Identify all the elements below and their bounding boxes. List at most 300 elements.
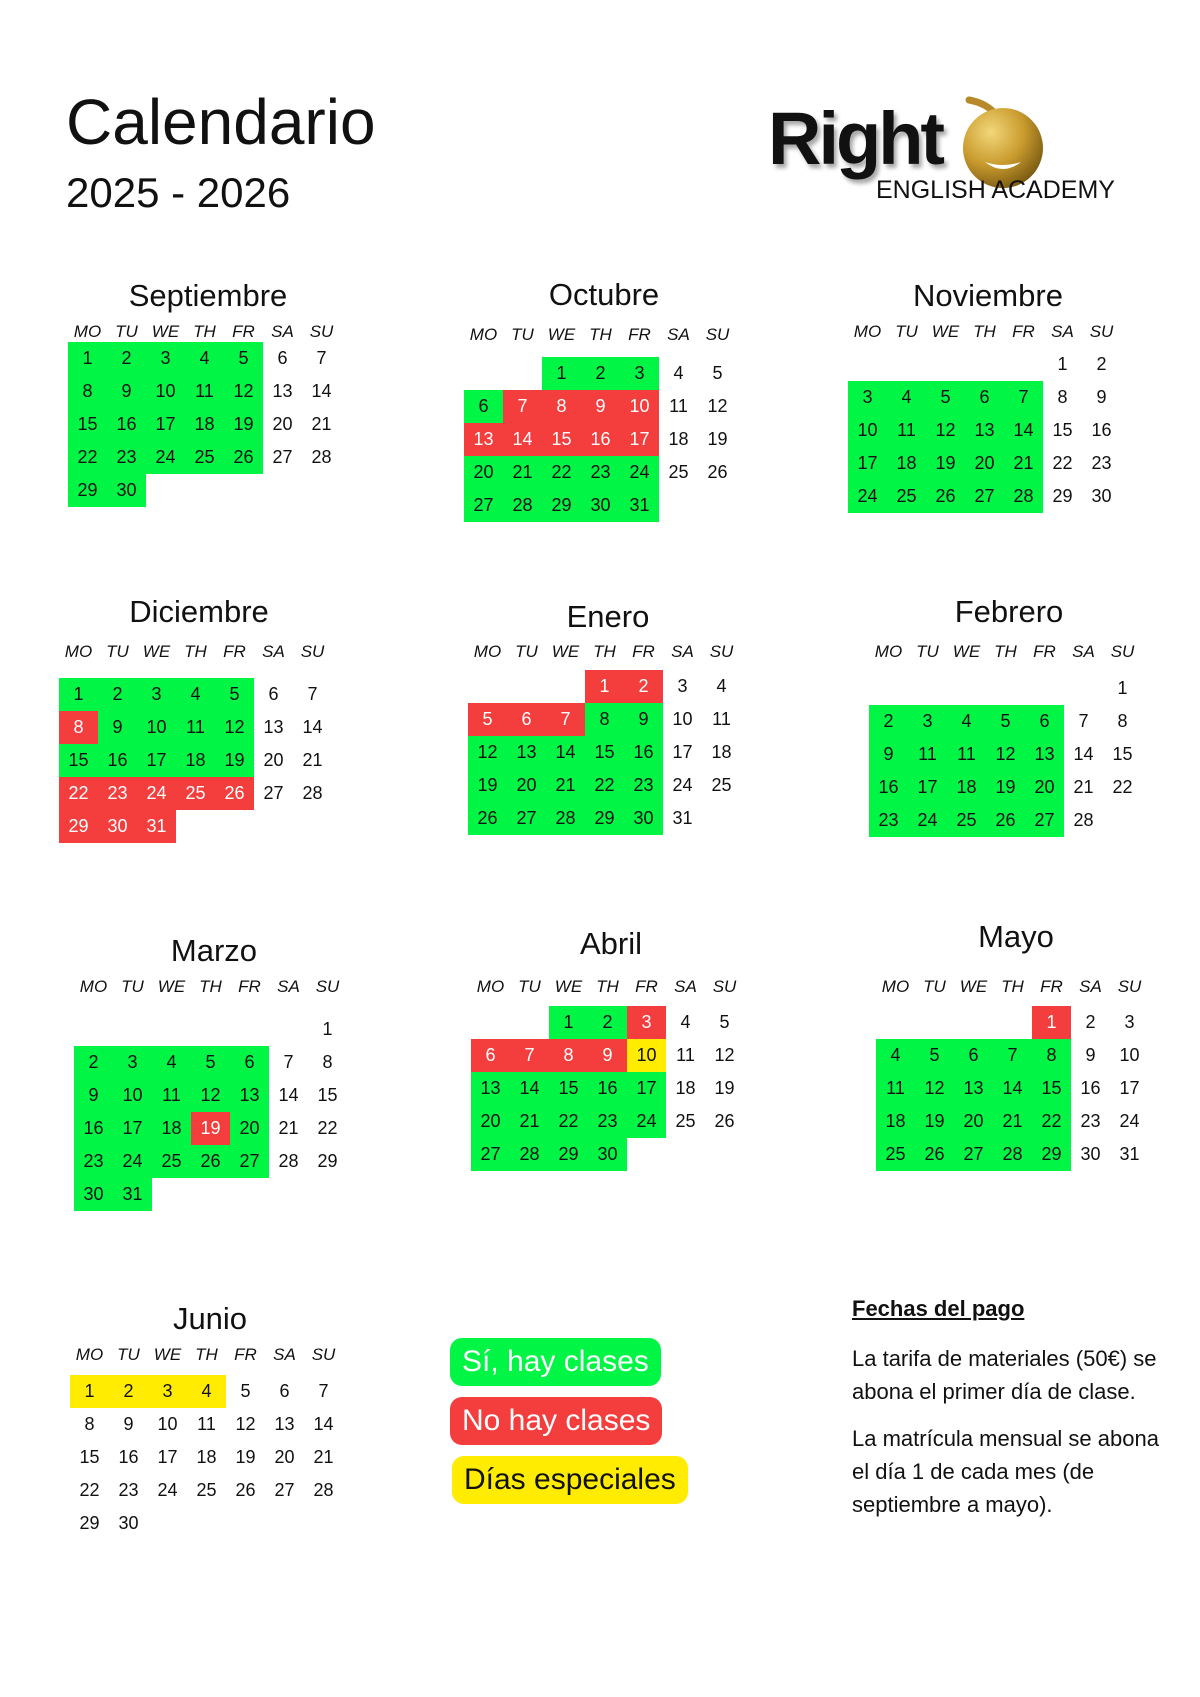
day-cell: 15: [59, 744, 98, 777]
day-cell: 1: [549, 1006, 588, 1039]
day-cell: 11: [887, 414, 926, 447]
day-cell: 31: [137, 810, 176, 843]
day-cell: 23: [588, 1105, 627, 1138]
day-cell: 10: [157, 1414, 178, 1434]
day-cell: 27: [965, 480, 1004, 513]
day-cell: 24: [908, 804, 947, 837]
day-cell: 24: [627, 1105, 666, 1138]
weekday-su: SU: [315, 977, 340, 996]
day-cell: 12: [191, 1079, 230, 1112]
day-cell: 24: [848, 480, 887, 513]
day-cell: 15: [1052, 420, 1073, 440]
day-cell: 1: [585, 670, 624, 703]
day-cell: 18: [947, 771, 986, 804]
day-cell: 18: [176, 744, 215, 777]
day-cell: 22: [1032, 1105, 1071, 1138]
day-cell: 1: [59, 678, 98, 711]
day-cell: 19: [215, 744, 254, 777]
day-cell: 5: [215, 678, 254, 711]
day-cell: 12: [714, 1045, 735, 1065]
weekday-th: TH: [193, 322, 216, 341]
day-cell: 6: [471, 1039, 510, 1072]
day-cell: 30: [107, 474, 146, 507]
day-cell: 19: [915, 1105, 954, 1138]
day-cell: 26: [191, 1145, 230, 1178]
day-cell: 9: [588, 1039, 627, 1072]
day-cell: 21: [1004, 447, 1043, 480]
day-cell: 20: [507, 769, 546, 802]
weekday-tu: TU: [115, 322, 138, 341]
day-cell: 25: [185, 441, 224, 474]
weekday-sa: SA: [273, 1345, 296, 1364]
day-cell: 28: [278, 1151, 299, 1171]
day-cell: 16: [107, 408, 146, 441]
day-cell: 21: [311, 414, 332, 434]
day-cell: 20: [230, 1112, 269, 1145]
day-cell: 11: [876, 1072, 915, 1105]
weekday-fr: FR: [632, 642, 655, 661]
month-name: Junio: [172, 1301, 248, 1336]
day-cell: 4: [680, 1012, 691, 1032]
day-cell: 17: [627, 1072, 666, 1105]
weekday-tu: TU: [518, 977, 541, 996]
day-cell: 21: [503, 456, 542, 489]
month-name: Abril: [579, 926, 642, 961]
day-cell: 3: [137, 678, 176, 711]
day-cell: 25: [711, 775, 732, 795]
day-cell: 4: [673, 363, 684, 383]
day-cell: 23: [581, 456, 620, 489]
weekday-we: WE: [142, 642, 171, 661]
weekday-we: WE: [547, 325, 576, 344]
day-cell: 19: [707, 429, 728, 449]
weekday-we: WE: [551, 642, 580, 661]
day-cell: 2: [109, 1375, 148, 1408]
weekday-su: SU: [1117, 977, 1142, 996]
day-cell: 24: [113, 1145, 152, 1178]
legend-no-classes: No hay clases: [450, 1397, 662, 1445]
weekday-fr: FR: [223, 642, 246, 661]
day-cell: 11: [185, 375, 224, 408]
day-cell: 31: [672, 808, 693, 828]
day-cell: 31: [1119, 1144, 1140, 1164]
weekday-we: WE: [157, 977, 186, 996]
day-cell: 19: [986, 771, 1025, 804]
day-cell: 14: [1073, 744, 1094, 764]
day-cell: 28: [302, 783, 323, 803]
day-cell: 5: [712, 363, 723, 383]
weekday-mo: MO: [853, 322, 882, 341]
day-cell: 14: [278, 1085, 299, 1105]
day-cell: 27: [954, 1138, 993, 1171]
day-cell: 5: [191, 1046, 230, 1079]
weekday-mo: MO: [64, 642, 93, 661]
day-cell: 15: [542, 423, 581, 456]
day-cell: 30: [118, 1513, 139, 1533]
day-cell: 8: [68, 375, 107, 408]
day-cell: 2: [1096, 354, 1107, 374]
day-cell: 28: [993, 1138, 1032, 1171]
day-cell: 5: [224, 342, 263, 375]
day-cell: 22: [549, 1105, 588, 1138]
day-cell: 11: [176, 711, 215, 744]
day-cell: 25: [152, 1145, 191, 1178]
day-cell: 4: [187, 1375, 226, 1408]
day-cell: 7: [283, 1052, 294, 1072]
day-cell: 20: [274, 1447, 295, 1467]
day-cell: 9: [1096, 387, 1107, 407]
day-cell: 15: [79, 1447, 100, 1467]
day-cell: 30: [98, 810, 137, 843]
weekday-su: SU: [705, 325, 730, 344]
day-cell: 27: [263, 783, 284, 803]
day-cell: 12: [915, 1072, 954, 1105]
day-cell: 9: [98, 711, 137, 744]
day-cell: 19: [191, 1112, 230, 1145]
day-cell: 8: [322, 1052, 333, 1072]
day-cell: 4: [947, 705, 986, 738]
day-cell: 15: [1112, 744, 1133, 764]
day-cell: 11: [712, 709, 731, 729]
day-cell: 8: [542, 390, 581, 423]
day-cell: 13: [1025, 738, 1064, 771]
day-cell: 16: [624, 736, 663, 769]
day-cell: 5: [719, 1012, 730, 1032]
month-name: Enero: [566, 599, 650, 634]
day-cell: 14: [302, 717, 323, 737]
day-cell: 26: [215, 777, 254, 810]
day-cell: 15: [585, 736, 624, 769]
day-cell: 5: [915, 1039, 954, 1072]
day-cell: 9: [123, 1414, 134, 1434]
day-cell: 20: [1025, 771, 1064, 804]
weekday-fr: FR: [628, 325, 651, 344]
day-cell: 14: [546, 736, 585, 769]
day-cell: 24: [146, 441, 185, 474]
day-cell: 2: [869, 705, 908, 738]
day-cell: 21: [993, 1105, 1032, 1138]
weekday-sa: SA: [262, 642, 285, 661]
day-cell: 10: [137, 711, 176, 744]
day-cell: 9: [869, 738, 908, 771]
day-cell: 12: [986, 738, 1025, 771]
day-cell: 3: [620, 357, 659, 390]
month-name: Mayo: [978, 919, 1054, 954]
weekday-tu: TU: [923, 977, 946, 996]
day-cell: 21: [510, 1105, 549, 1138]
legend-classes: Sí, hay clases: [450, 1338, 661, 1386]
day-cell: 27: [471, 1138, 510, 1171]
monthly-fee-text: La matrícula mensual se abona el día 1 de cada mes (de septiembre a mayo).: [852, 1426, 1159, 1517]
day-cell: 14: [503, 423, 542, 456]
day-cell: 26: [926, 480, 965, 513]
day-cell: 4: [185, 342, 224, 375]
weekday-tu: TU: [511, 325, 534, 344]
weekday-sa: SA: [1072, 642, 1095, 661]
day-cell: 17: [146, 408, 185, 441]
day-cell: 16: [588, 1072, 627, 1105]
day-cell: 10: [672, 709, 693, 729]
day-cell: 15: [1032, 1072, 1071, 1105]
day-cell: 7: [503, 390, 542, 423]
day-cell: 5: [986, 705, 1025, 738]
weekday-sa: SA: [667, 325, 690, 344]
day-cell: 20: [965, 447, 1004, 480]
day-cell: 15: [317, 1085, 338, 1105]
weekday-fr: FR: [238, 977, 261, 996]
logo-word: Right: [768, 97, 943, 180]
day-cell: 6: [230, 1046, 269, 1079]
day-cell: 27: [507, 802, 546, 835]
day-cell: 1: [68, 342, 107, 375]
day-cell: 26: [468, 802, 507, 835]
payment-dates: [852, 1296, 1172, 1535]
weekday-we: WE: [153, 1345, 182, 1364]
day-cell: 2: [581, 357, 620, 390]
day-cell: 17: [620, 423, 659, 456]
day-cell: 25: [668, 462, 689, 482]
day-cell: 27: [1025, 804, 1064, 837]
day-cell: 28: [510, 1138, 549, 1171]
weekday-sa: SA: [674, 977, 697, 996]
weekday-tu: TU: [106, 642, 129, 661]
day-cell: 18: [887, 447, 926, 480]
day-cell: 7: [1078, 711, 1089, 731]
day-cell: 22: [1112, 777, 1133, 797]
day-cell: 6: [965, 381, 1004, 414]
day-cell: 6: [268, 684, 279, 704]
day-cell: 29: [79, 1513, 100, 1533]
day-cell: 8: [549, 1039, 588, 1072]
day-cell: 18: [196, 1447, 217, 1467]
day-cell: 1: [1117, 678, 1128, 698]
weekday-th: TH: [1001, 977, 1024, 996]
day-cell: 6: [277, 348, 288, 368]
weekday-fr: FR: [232, 322, 255, 341]
day-cell: 7: [510, 1039, 549, 1072]
month-name: Septiembre: [128, 278, 288, 313]
day-cell: 21: [302, 750, 323, 770]
day-cell: 10: [1119, 1045, 1140, 1065]
day-cell: 28: [313, 1480, 334, 1500]
weekday-sa: SA: [271, 322, 294, 341]
day-cell: 1: [322, 1019, 333, 1039]
day-cell: 1: [1032, 1006, 1071, 1039]
month-name: Marzo: [170, 933, 258, 968]
day-cell: 11: [152, 1079, 191, 1112]
day-cell: 2: [624, 670, 663, 703]
day-cell: 23: [624, 769, 663, 802]
day-cell: 27: [272, 447, 293, 467]
day-cell: 19: [235, 1447, 256, 1467]
weekday-th: TH: [593, 642, 616, 661]
day-cell: 26: [986, 804, 1025, 837]
day-cell: 1: [70, 1375, 109, 1408]
day-cell: 25: [176, 777, 215, 810]
day-cell: 19: [224, 408, 263, 441]
day-cell: 13: [507, 736, 546, 769]
day-cell: 17: [908, 771, 947, 804]
day-cell: 12: [224, 375, 263, 408]
day-cell: 13: [230, 1079, 269, 1112]
day-cell: 18: [185, 408, 224, 441]
day-cell: 20: [464, 456, 503, 489]
weekday-tu: TU: [117, 1345, 140, 1364]
day-cell: 29: [1052, 486, 1073, 506]
weekday-tu: TU: [895, 322, 918, 341]
day-cell: 9: [74, 1079, 113, 1112]
day-cell: 13: [464, 423, 503, 456]
day-cell: 30: [588, 1138, 627, 1171]
day-cell: 5: [468, 703, 507, 736]
weekday-tu: TU: [121, 977, 144, 996]
weekday-fr: FR: [1040, 977, 1063, 996]
day-cell: 16: [1091, 420, 1112, 440]
month-name: Noviembre: [913, 278, 1063, 313]
day-cell: 4: [716, 676, 727, 696]
day-cell: 14: [313, 1414, 334, 1434]
day-cell: 13: [965, 414, 1004, 447]
day-cell: 16: [98, 744, 137, 777]
day-cell: 23: [98, 777, 137, 810]
weekday-mo: MO: [881, 977, 910, 996]
day-cell: 6: [954, 1039, 993, 1072]
day-cell: 4: [876, 1039, 915, 1072]
day-cell: 2: [1085, 1012, 1096, 1032]
day-cell: 17: [157, 1447, 178, 1467]
day-cell: 29: [549, 1138, 588, 1171]
day-cell: 3: [908, 705, 947, 738]
weekday-su: SU: [309, 322, 334, 341]
day-cell: 3: [848, 381, 887, 414]
day-cell: 12: [926, 414, 965, 447]
day-cell: 30: [1080, 1144, 1101, 1164]
day-cell: 21: [313, 1447, 334, 1467]
weekday-we: WE: [952, 642, 981, 661]
day-cell: 14: [510, 1072, 549, 1105]
weekday-mo: MO: [73, 322, 102, 341]
day-cell: 9: [1085, 1045, 1096, 1065]
day-cell: 13: [274, 1414, 295, 1434]
weekday-th: TH: [596, 977, 619, 996]
day-cell: 25: [196, 1480, 217, 1500]
day-cell: 18: [675, 1078, 696, 1098]
day-cell: 10: [113, 1079, 152, 1112]
day-cell: 28: [311, 447, 332, 467]
day-cell: 16: [581, 423, 620, 456]
day-cell: 29: [68, 474, 107, 507]
day-cell: 15: [68, 408, 107, 441]
day-cell: 23: [869, 804, 908, 837]
day-cell: 25: [675, 1111, 696, 1131]
day-cell: 11: [197, 1414, 216, 1434]
day-cell: 30: [74, 1178, 113, 1211]
day-cell: 22: [79, 1480, 100, 1500]
weekday-we: WE: [931, 322, 960, 341]
day-cell: 3: [677, 676, 688, 696]
day-cell: 8: [1032, 1039, 1071, 1072]
day-cell: 29: [317, 1151, 338, 1171]
day-cell: 23: [118, 1480, 139, 1500]
day-cell: 25: [947, 804, 986, 837]
day-cell: 28: [503, 489, 542, 522]
month-name: Febrero: [954, 594, 1064, 629]
weekday-mo: MO: [874, 642, 903, 661]
day-cell: 25: [876, 1138, 915, 1171]
day-cell: 12: [215, 711, 254, 744]
day-cell: 23: [74, 1145, 113, 1178]
day-cell: 7: [546, 703, 585, 736]
day-cell: 23: [1080, 1111, 1101, 1131]
day-cell: 19: [926, 447, 965, 480]
weekday-su: SU: [311, 1345, 336, 1364]
day-cell: 13: [272, 381, 293, 401]
day-cell: 2: [98, 678, 137, 711]
logo: [768, 58, 1128, 218]
day-cell: 27: [230, 1145, 269, 1178]
payment-title: Fechas del pago: [852, 1296, 1025, 1321]
day-cell: 7: [1004, 381, 1043, 414]
day-cell: 16: [1080, 1078, 1101, 1098]
weekday-sa: SA: [277, 977, 300, 996]
weekday-th: TH: [184, 642, 207, 661]
day-cell: 6: [1025, 705, 1064, 738]
day-cell: 6: [464, 390, 503, 423]
weekday-we: WE: [151, 322, 180, 341]
day-cell: 2: [107, 342, 146, 375]
weekday-su: SU: [1089, 322, 1114, 341]
day-cell: 8: [1117, 711, 1128, 731]
day-cell: 5: [926, 381, 965, 414]
day-cell: 4: [176, 678, 215, 711]
day-cell: 1: [542, 357, 581, 390]
weekday-su: SU: [300, 642, 325, 661]
weekday-th: TH: [195, 1345, 218, 1364]
weekday-we: WE: [554, 977, 583, 996]
day-cell: 7: [307, 684, 318, 704]
day-cell: 2: [74, 1046, 113, 1079]
weekday-th: TH: [199, 977, 222, 996]
day-cell: 12: [235, 1414, 256, 1434]
day-cell: 10: [620, 390, 659, 423]
day-cell: 23: [107, 441, 146, 474]
logo-subtitle: ENGLISH ACADEMY: [876, 176, 1115, 204]
day-cell: 21: [546, 769, 585, 802]
day-cell: 31: [620, 489, 659, 522]
weekday-sa: SA: [1051, 322, 1074, 341]
day-cell: 28: [1073, 810, 1094, 830]
day-cell: 29: [1032, 1138, 1071, 1171]
day-cell: 4: [152, 1046, 191, 1079]
weekday-fr: FR: [1012, 322, 1035, 341]
day-cell: 15: [549, 1072, 588, 1105]
day-cell: 13: [954, 1072, 993, 1105]
weekday-th: TH: [589, 325, 612, 344]
weekday-su: SU: [712, 977, 737, 996]
day-cell: 18: [152, 1112, 191, 1145]
day-cell: 14: [1004, 414, 1043, 447]
day-cell: 7: [318, 1381, 329, 1401]
day-cell: 6: [279, 1381, 290, 1401]
day-cell: 9: [107, 375, 146, 408]
day-cell: 30: [624, 802, 663, 835]
day-cell: 26: [707, 462, 728, 482]
day-cell: 22: [542, 456, 581, 489]
day-cell: 11: [676, 1045, 695, 1065]
day-cell: 6: [507, 703, 546, 736]
day-cell: 16: [74, 1112, 113, 1145]
weekday-su: SU: [1110, 642, 1135, 661]
